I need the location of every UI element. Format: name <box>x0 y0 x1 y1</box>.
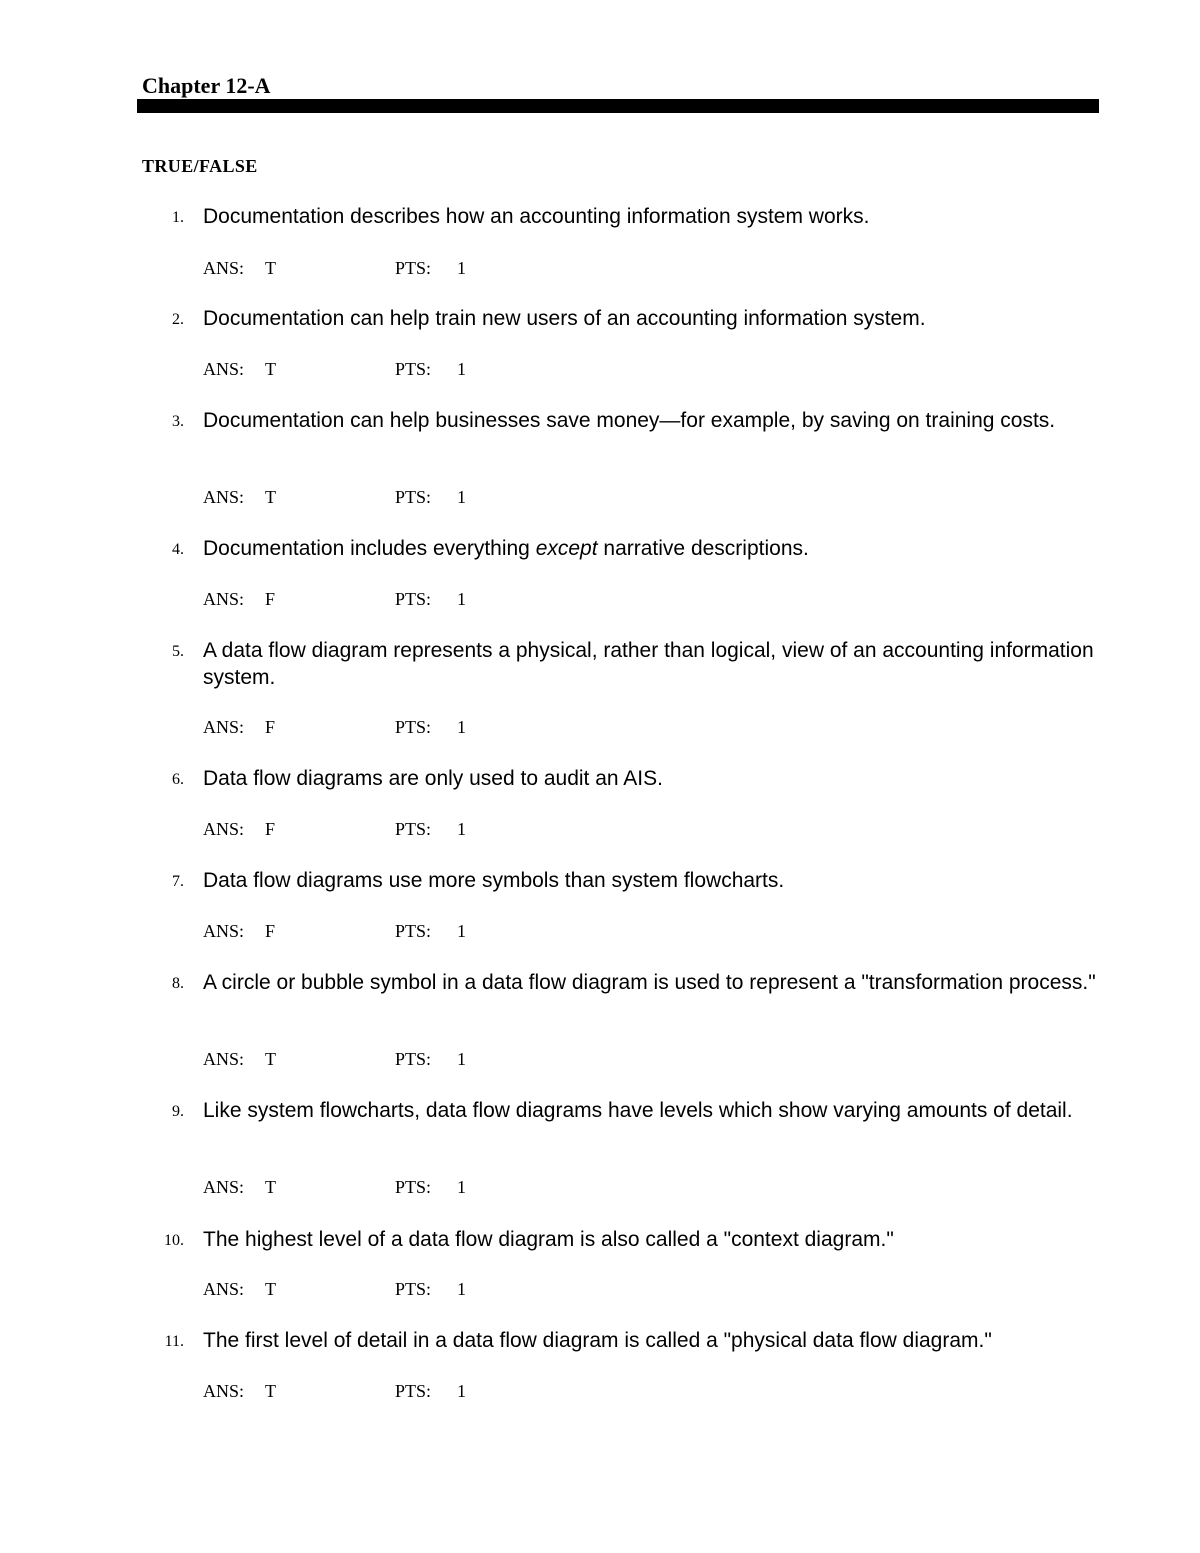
answer-value: T <box>265 258 276 278</box>
answer-value: F <box>265 819 276 839</box>
question-text: Data flow diagrams are only used to audit an AIS. <box>203 767 663 790</box>
points-label: PTS: <box>395 717 432 737</box>
answer-value: F <box>265 921 276 941</box>
question-text: The first level of detail in a data flow diagram is called a "physical data flow diagram." <box>203 1329 992 1352</box>
answer-value: T <box>265 1381 276 1401</box>
question-text: Documentation describes how an accounting information system works. <box>203 205 870 228</box>
points-value: 1 <box>457 258 466 278</box>
answer-label: ANS: <box>203 589 245 609</box>
answer-label: ANS: <box>203 1177 245 1197</box>
answer-value: T <box>265 1279 276 1299</box>
points-value: 1 <box>457 487 466 507</box>
points-value: 1 <box>457 921 466 941</box>
question-number: 3. <box>172 413 184 430</box>
answer-value: T <box>265 487 276 507</box>
question-text <box>203 535 1098 562</box>
points-label: PTS: <box>395 258 432 278</box>
chapter-title: Chapter 12-A <box>142 73 271 98</box>
title-rule <box>137 99 1099 113</box>
points-value: 1 <box>457 1049 466 1069</box>
answer-value: T <box>265 359 276 379</box>
question-number: 1. <box>172 209 184 226</box>
question-number: 8. <box>172 975 184 992</box>
points-value: 1 <box>457 1279 466 1299</box>
points-label: PTS: <box>395 487 432 507</box>
points-label: PTS: <box>395 921 432 941</box>
points-value: 1 <box>457 717 466 737</box>
question-number: 6. <box>172 771 184 788</box>
answer-label: ANS: <box>203 359 245 379</box>
points-value: 1 <box>457 359 466 379</box>
points-label: PTS: <box>395 1177 432 1197</box>
question-number: 7. <box>172 873 184 890</box>
answer-value: T <box>265 1177 276 1197</box>
question-text: Data flow diagrams use more symbols than system flowcharts. <box>203 869 785 892</box>
answer-label: ANS: <box>203 1279 245 1299</box>
question-text-part: narrative descriptions. <box>597 537 809 560</box>
answer-label: ANS: <box>203 921 245 941</box>
points-value: 1 <box>457 589 466 609</box>
question-text: Documentation can help businesses save money—for example, by saving on training costs. <box>203 409 1056 432</box>
points-label: PTS: <box>395 1049 432 1069</box>
answer-value: T <box>265 1049 276 1069</box>
question-number: 2. <box>172 311 184 328</box>
question-number: 10. <box>164 1232 184 1249</box>
section-heading: TRUE/FALSE <box>142 156 258 176</box>
points-label: PTS: <box>395 1381 432 1401</box>
answer-value: F <box>265 589 276 609</box>
question-number: 9. <box>172 1103 184 1120</box>
question-text-part: Documentation includes everything <box>203 537 536 560</box>
emphasized-word: except <box>535 537 598 560</box>
question-text: The highest level of a data flow diagram is also called a "context diagram." <box>203 1228 894 1251</box>
answer-label: ANS: <box>203 1381 245 1401</box>
question-number: 11. <box>164 1333 184 1350</box>
points-label: PTS: <box>395 819 432 839</box>
points-value: 1 <box>457 1177 466 1197</box>
answer-label: ANS: <box>203 487 245 507</box>
question-number: 5. <box>172 643 184 660</box>
answer-label: ANS: <box>203 258 245 278</box>
question-text: Documentation can help train new users of an accounting information system. <box>203 307 926 330</box>
question-text: Like system flowcharts, data flow diagrams have levels which show varying amounts of detail. <box>203 1099 1073 1122</box>
points-label: PTS: <box>395 1279 432 1299</box>
answer-label: ANS: <box>203 819 245 839</box>
answer-value: F <box>265 717 276 737</box>
question-text: A data flow diagram represents a physical, rather than logical, view of an accounting information system. <box>203 639 1094 689</box>
answer-label: ANS: <box>203 717 245 737</box>
points-value: 1 <box>457 1381 466 1401</box>
points-label: PTS: <box>395 359 432 379</box>
answer-label: ANS: <box>203 1049 245 1069</box>
question-number: 4. <box>172 541 184 558</box>
question-text: A circle or bubble symbol in a data flow diagram is used to represent a "transformation process." <box>203 971 1096 994</box>
points-label: PTS: <box>395 589 432 609</box>
points-value: 1 <box>457 819 466 839</box>
